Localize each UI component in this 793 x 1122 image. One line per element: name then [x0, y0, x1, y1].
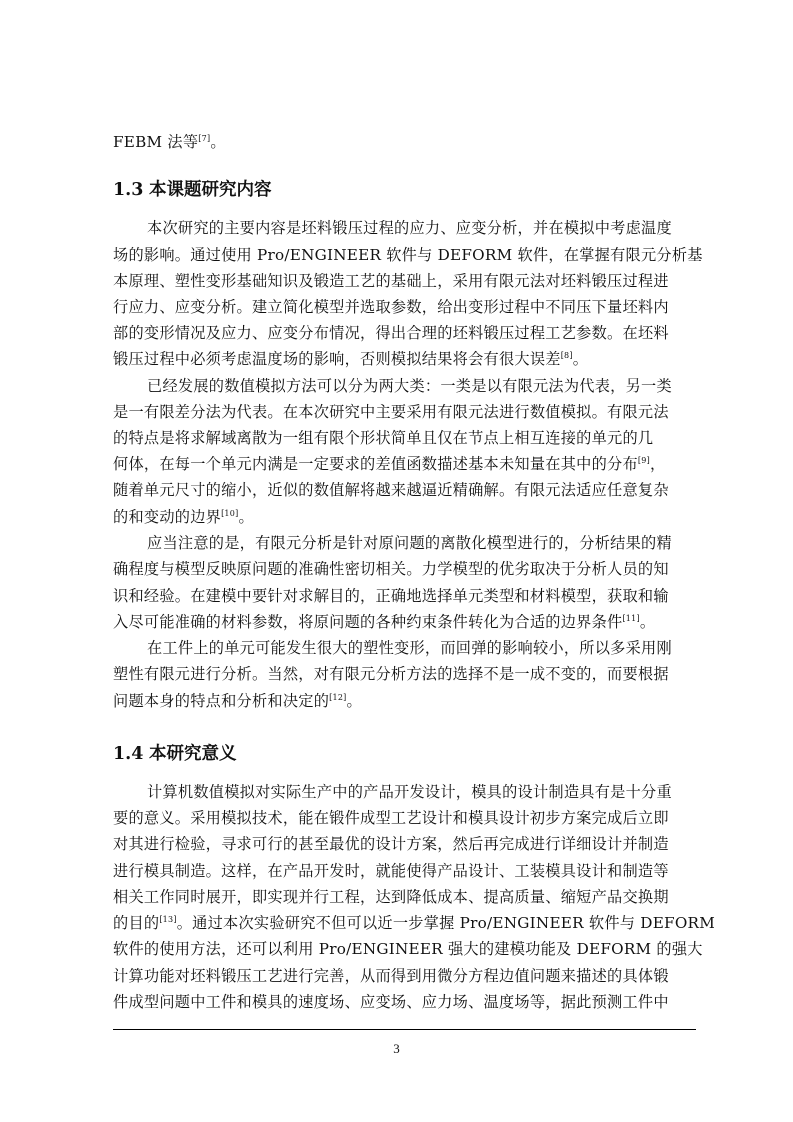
- text-line: 要的意义。采用模拟技术，能在锻件成型工艺设计和模具设计初步方案完成后立即: [113, 809, 669, 827]
- text-line: 随着单元尺寸的缩小，近似的数值解将越来越逼近精确解。有限元法适应任意复杂: [113, 481, 669, 499]
- section-heading-1-3: [113, 176, 272, 201]
- section-title: 本课题研究内容: [149, 180, 272, 200]
- footer-rule: [113, 1029, 696, 1030]
- citation: [9]: [637, 456, 650, 465]
- text-line: 的目的[13]。通过本次实验研究不但可以近一步掌握 Pro/ENGINEER 软件与 DEFORM: [113, 914, 716, 932]
- text-line: 塑性有限元进行分析。当然，对有限元分析方法的选择不是一成不变的，而要根据: [113, 665, 669, 683]
- text-line: 部的变形情况及应力、应变分布情况，得出合理的坯料锻压过程工艺参数。在坯料: [113, 324, 669, 342]
- citation: [13]: [159, 915, 177, 924]
- text-line: 何体，在每一个单元内满是一定要求的差值函数描述基本未知量在其中的分布[9]，: [113, 455, 666, 473]
- text-line: 本次研究的主要内容是坯料锻压过程的应力、应变分析，并在模拟中考虑温度: [147, 219, 672, 237]
- text-line: 已经发展的数值模拟方法可以分为两大类：一类是以有限元法为代表，另一类: [147, 377, 672, 395]
- text-line: 对其进行检验，寻求可行的甚至最优的设计方案，然后再完成进行详细设计并制造: [113, 835, 669, 853]
- text-line: 计算机数值模拟对实际生产中的产品开发设计，模具的设计制造具有是十分重: [147, 783, 672, 801]
- citation: [11]: [622, 614, 640, 623]
- text-line: 在工件上的单元可能发生很大的塑性变形，而回弹的影响较小，所以多采用刚: [147, 639, 672, 657]
- text-line: 确程度与模型反映原问题的准确性密切相关。力学模型的优劣取决于分析人员的知: [113, 560, 669, 578]
- text-line: 相关工作同时展开，即实现并行工程，达到降低成本、提高质量、缩短产品交换期: [113, 888, 669, 906]
- text-line: 锻压过程中必须考虑温度场的影响，否则模拟结果将会有很大误差[8]。: [113, 350, 589, 368]
- text-line: 问题本身的特点和分析和决定的[12]。: [113, 692, 362, 710]
- text-line: 场的影响。通过使用 Pro/ENGINEER 软件与 DEFORM 软件，在掌握有限元分析基: [113, 246, 703, 264]
- citation: [7]: [198, 134, 211, 143]
- text-line: 的特点是将求解域离散为一组有限个形状简单且仅在节点上相互连接的单元的几: [113, 429, 654, 447]
- page-number: 3: [393, 1041, 400, 1056]
- text-line: 入尽可能准确的材料参数，将原问题的各种约束条件转化为合适的边界条件[11]。: [113, 613, 656, 631]
- text-line: 软件的使用方法，还可以利用 Pro/ENGINEER 强大的建模功能及 DEFORM 的强大: [113, 940, 703, 958]
- section-number: 1.4: [113, 744, 144, 764]
- text-line: 的和变动的边界[10]。: [113, 508, 254, 526]
- text-line: 行应力、应变分析。建立简化模型并选取参数，给出变形过程中不同压下量坯料内: [113, 298, 669, 316]
- text-line: 是一有限差分法为代表。在本次研究中主要采用有限元法进行数值模拟。有限元法: [113, 403, 669, 421]
- text-line: 件成型问题中工件和模具的速度场、应变场、应力场、温度场等，据此预测工件中: [113, 993, 669, 1011]
- section-number: 1.3: [113, 180, 144, 200]
- text-line: 识和经验。在建模中要针对求解目的，正确地选择单元类型和材料模型，获取和输: [113, 587, 669, 605]
- text-line: FEBM 法等[7]。: [113, 133, 226, 151]
- citation: [12]: [329, 693, 347, 702]
- citation: [8]: [560, 351, 573, 360]
- text-line: 计算功能对坯料锻压工艺进行完善，从而得到用微分方程边值问题来描述的具体锻: [113, 967, 669, 985]
- text-line: 进行模具制造。这样，在产品开发时，就能使得产品设计、工装模具设计和制造等: [113, 862, 669, 880]
- text-line: 应当注意的是，有限元分析是针对原问题的离散化模型进行的，分析结果的精: [147, 534, 672, 552]
- section-heading-1-4: [113, 740, 237, 765]
- section-title: 本研究意义: [149, 744, 237, 764]
- text-line: 本原理、塑性变形基础知识及锻造工艺的基础上，采用有限元法对坯料锻压过程进: [113, 272, 669, 290]
- citation: [10]: [221, 509, 239, 518]
